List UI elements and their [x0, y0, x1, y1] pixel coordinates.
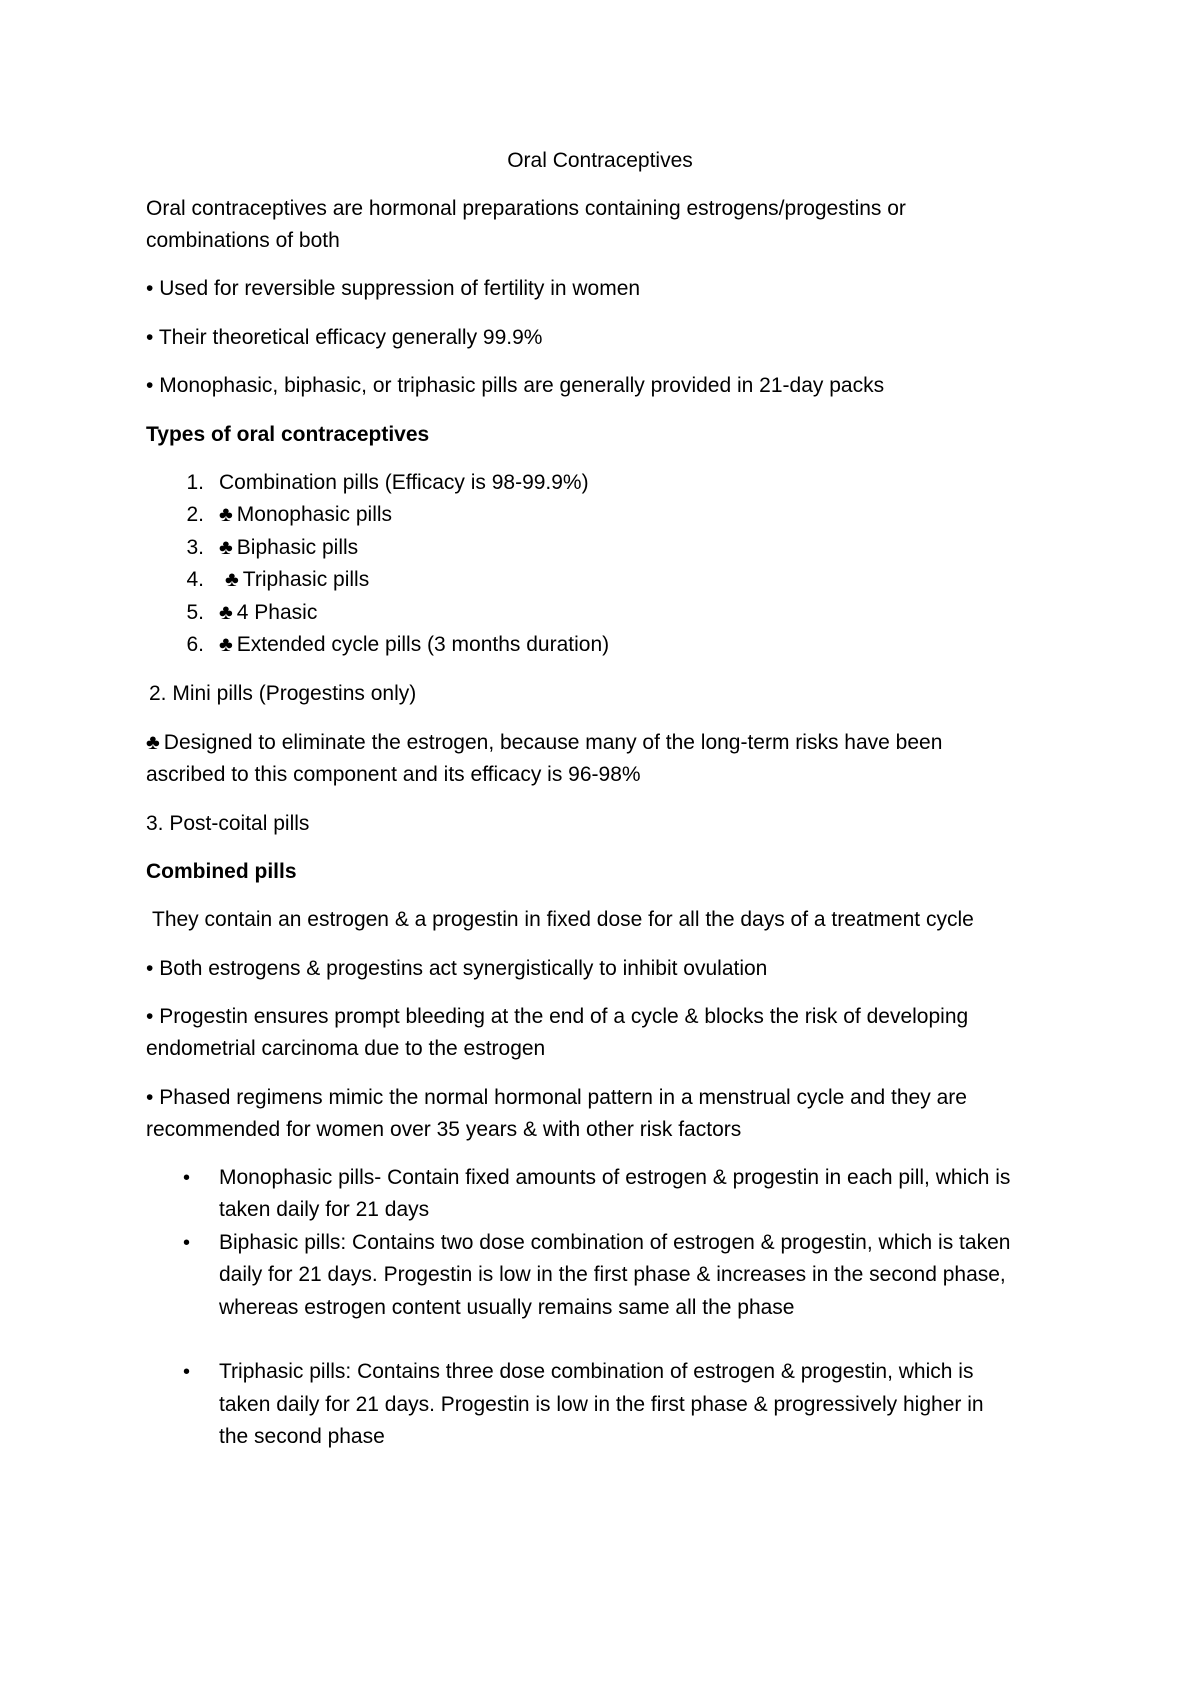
intro-line-2: combinations of both — [146, 229, 340, 252]
phase-item-line: daily for 21 days. Progestin is low in the first phase & increases in the second phase, — [219, 1263, 1006, 1286]
list-item: ♣ 4 Phasic — [219, 601, 318, 624]
page-title: Oral Contraceptives — [507, 149, 693, 172]
combined-bullet: • Phased regimens mimic the normal hormonal pattern in a menstrual cycle and they are — [146, 1086, 967, 1109]
list-number: 4. — [186, 568, 204, 591]
club-icon: ♣ — [219, 536, 233, 559]
combined-bullet: • Both estrogens & progestins act synergistically to inhibit ovulation — [146, 957, 768, 980]
combined-bullet: • Progestin ensures prompt bleeding at the end of a cycle & blocks the risk of developing — [146, 1005, 969, 1028]
club-icon: ♣ — [146, 731, 160, 754]
list-number: 1. — [186, 471, 204, 494]
bullet-icon: • — [146, 957, 154, 980]
list-item: ♣ Extended cycle pills (3 months duration) — [219, 633, 610, 656]
intro-bullet: • Their theoretical efficacy generally 99.9% — [146, 326, 543, 349]
bullet-icon: • — [183, 1232, 191, 1254]
list-item: ♣ Triphasic pills — [225, 568, 370, 591]
combined-bullet-cont: recommended for women over 35 years & with other risk factors — [146, 1118, 742, 1141]
club-icon: ♣ — [219, 633, 233, 656]
phase-item-line: taken daily for 21 days. Progestin is low in the first phase & progressively higher in — [219, 1393, 984, 1416]
bullet-icon: • — [183, 1167, 191, 1189]
combined-bullet-cont: endometrial carcinoma due to the estrogen — [146, 1037, 546, 1060]
bullet-icon: • — [146, 277, 154, 300]
bullet-icon: • — [146, 1005, 154, 1028]
intro-bullet: • Monophasic, biphasic, or triphasic pills are generally provided in 21-day packs — [146, 374, 885, 397]
phase-item-line: Biphasic pills: Contains two dose combination of estrogen & progestin, which is taken — [219, 1231, 1011, 1254]
list-number: 3. — [186, 536, 204, 559]
combined-intro: They contain an estrogen & a progestin in fixed dose for all the days of a treatment cycle — [152, 908, 974, 931]
mini-pills-heading: 2. Mini pills (Progestins only) — [149, 682, 417, 705]
list-number: 2. — [186, 503, 204, 526]
bullet-icon: • — [146, 326, 154, 349]
club-icon: ♣ — [225, 568, 239, 591]
phase-item-line: whereas estrogen content usually remains same all the phase — [219, 1296, 795, 1319]
phase-item-line: taken daily for 21 days — [219, 1198, 430, 1221]
combined-heading: Combined pills — [146, 860, 297, 883]
types-heading: Types of oral contraceptives — [146, 423, 430, 446]
phase-item-line: Monophasic pills- Contain fixed amounts of estrogen & progestin in each pill, which is — [219, 1166, 1011, 1189]
list-item: ♣ Monophasic pills — [219, 503, 393, 526]
club-icon: ♣ — [219, 503, 233, 526]
bullet-icon: • — [146, 1086, 154, 1109]
bullet-icon: • — [146, 374, 154, 397]
phase-item-line: the second phase — [219, 1425, 385, 1448]
list-item: ♣ Biphasic pills — [219, 536, 359, 559]
intro-bullet: • Used for reversible suppression of fertility in women — [146, 277, 641, 300]
mini-desc-line-2: ascribed to this component and its efficacy is 96-98% — [146, 763, 641, 786]
intro-line-1: Oral contraceptives are hormonal preparations containing estrogens/progestins or — [146, 197, 906, 220]
list-number: 5. — [186, 601, 204, 624]
phase-item-line: Triphasic pills: Contains three dose combination of estrogen & progestin, which is — [219, 1360, 974, 1383]
club-icon: ♣ — [219, 601, 233, 624]
mini-desc-line-1: ♣ Designed to eliminate the estrogen, because many of the long-term risks have been — [146, 731, 943, 754]
list-number: 6. — [186, 633, 204, 656]
post-coital-heading: 3. Post-coital pills — [146, 812, 310, 835]
list-item: Combination pills (Efficacy is 98-99.9%) — [219, 471, 589, 494]
bullet-icon: • — [183, 1361, 191, 1383]
